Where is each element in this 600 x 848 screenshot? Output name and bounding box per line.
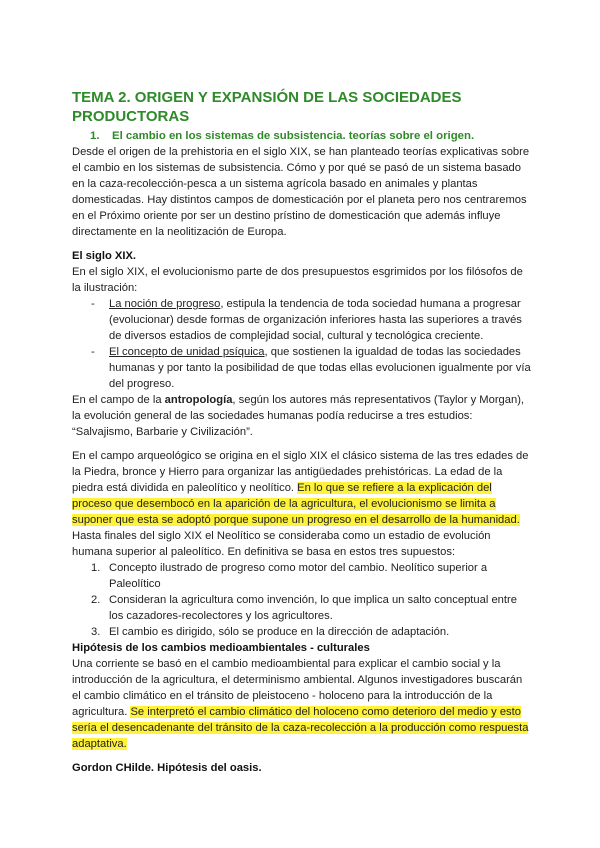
highlighted-text: En lo que se refiere a la explicación del proceso que desembocó en la aparición de la agricultura, el evolucionismo se limita a suponer que esta se adoptó porque supone un progreso en el desarrollo de la humanidad. <box>72 482 520 526</box>
highlighted-text: Se interpretó el cambio climático del holoceno como deterioro del medio y esto sería el desencadenante del tránsito de la caza-recolección a la producción como respuesta adaptativa. <box>72 706 529 750</box>
hipotesis-paragraph <box>72 656 532 752</box>
list-item <box>72 624 532 640</box>
section-number: 1. <box>90 130 100 142</box>
childe-heading: Gordon CHilde. Hipótesis del oasis. <box>72 762 262 774</box>
list-marker: - <box>91 346 95 358</box>
hipotesis-section <box>72 640 532 752</box>
paragraph-text: Una corriente se basó en el cambio medioambiental para explicar el cambio social y la introducción de la agricultura, el determinismo ambiental. Algunos investigadores buscarán el cambio climático en el tránsito de pleistoceno - holoceno para la introducción de la agricultura. <box>72 658 523 718</box>
section-heading-1 <box>90 128 560 144</box>
antropologia-paragraph <box>72 392 532 440</box>
underlined-term: El concepto de unidad psíquica <box>109 346 265 358</box>
page-title: TEMA 2. ORIGEN Y EXPANSIÓN DE LAS SOCIEDADES PRODUCTORAS <box>72 89 462 125</box>
list-marker: 1. <box>91 562 101 574</box>
siglo-xix-intro: En el siglo XIX, el evolucionismo parte de dos presupuestos esgrimidos por los filósofos de la ilustración: <box>72 266 523 294</box>
hipotesis-heading: Hipótesis de los cambios medioambientales - culturales <box>72 642 370 654</box>
list-marker: - <box>91 298 95 310</box>
paragraph-text: En el campo de la <box>72 394 165 406</box>
list-item-text: , estipula la tendencia de toda sociedad humana a progresar (evolucionar) desde formas de organización inferiores hasta las superiores a través de diversos estadios de complejidad social, cultural y tecnológica creciente. <box>109 298 522 342</box>
underlined-term: La noción de progreso <box>109 298 221 310</box>
list-marker: 3. <box>91 626 101 638</box>
siglo-xix-section <box>72 248 532 392</box>
list-item-text: Consideran la agricultura como invención, lo que implica un salto conceptual entre los cazadores-recolectores y los agricultores. <box>109 594 517 622</box>
list-item-text: , que sostienen la igualdad de todas las sociedades humanas y por tanto la posibilidad de que todas ellas evolucionen igualmente por vía del progreso. <box>109 346 531 390</box>
list-item <box>72 296 532 344</box>
list-item <box>72 592 532 624</box>
list-item-text: Concepto ilustrado de progreso como motor del cambio. Neolítico superior a Paleolítico <box>109 562 488 590</box>
paragraph-text: , según los autores más representativos (Taylor y Morgan), la evolución general de las sociedades humanas podía reducirse a tres estudios: “Salvajismo, Barbarie y Civilización”. <box>72 394 525 438</box>
siglo-xix-heading: El siglo XIX. <box>72 250 137 262</box>
premises-list <box>72 296 532 392</box>
intro-paragraph: Desde el origen de la prehistoria en el siglo XIX, se han planteado teorías explicativas sobre el cambio en los sistemas de subsistencia. Cómo y por qué se pasó de un sistema basado en la caza-recolección-pesca a un sistema agrícola basado en animales y plantas domesticadas. Hay distintos campos de domesticación por el planeta pero nos centraremos en el Próximo oriente por ser un destino prístino de domesticación que además influye directamente en la neolitización de Europa. <box>72 146 530 238</box>
paragraph-text: En el campo arqueológico se origina en el siglo XIX el clásico sistema de las tres edades de la Piedra, bronce y Hierro para organizar las antigüedades prehistóricas. La edad de la piedra está dividida en paleolítico y neolítico. <box>72 450 529 494</box>
arqueologico-section <box>72 448 532 640</box>
list-item <box>72 344 532 392</box>
paragraph-text: Hasta finales del siglo XIX el Neolítico se consideraba como un estadio de evolución humana superior al paleolítico. En definitiva se basa en estos tres supuestos: <box>72 530 491 558</box>
bold-term: antropología <box>164 394 233 406</box>
supuestos-list <box>72 560 532 640</box>
section-heading-text: El cambio en los sistemas de subsistencia. teorías sobre el origen. <box>112 130 475 142</box>
list-item-text: El cambio es dirigido, sólo se produce en la dirección de adaptación. <box>109 626 450 638</box>
arqueologico-paragraph <box>72 448 532 560</box>
list-marker: 2. <box>91 594 101 606</box>
list-item <box>72 560 532 592</box>
